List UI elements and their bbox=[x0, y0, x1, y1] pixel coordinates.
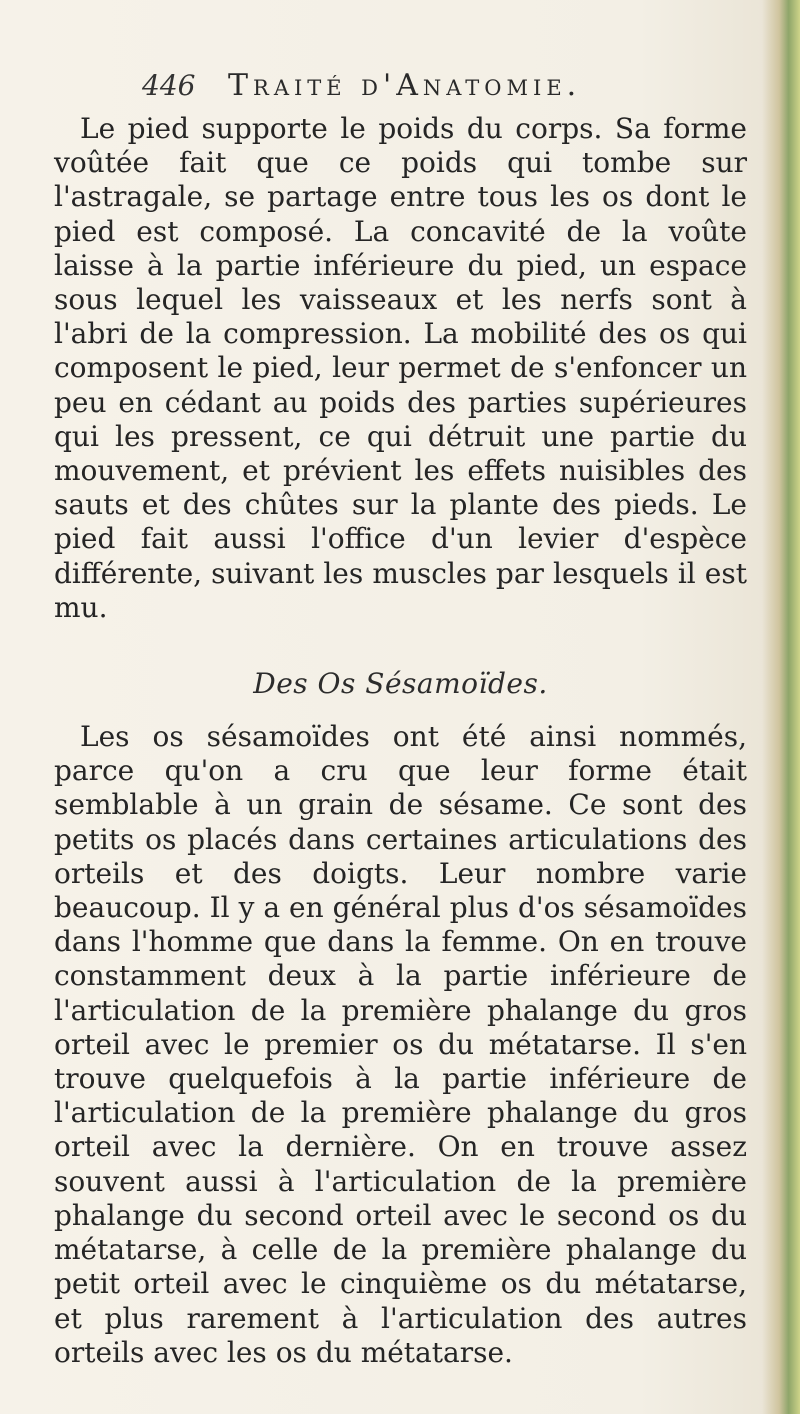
paragraph-foot: Le pied supporte le poids du corps. Sa forme voûtée fait que ce poids qui tombe sur l'astragale, se partage entre tous les os dont le pied est composé. La concavité de la voûte laisse à la partie inférieure du pied, un espace sous lequel les vaisseaux et les nerfs sont à l'abri de la compression. La mobilité des os qui composent le pied, leur permet de s'enfoncer un peu en cédant au poids des parties supérieures qui les pressent, ce qui détruit une partie du mouvement, et prévient les effets nuisibles des sauts et des chûtes sur la plante des pieds. Le pied fait aussi l'office d'un levier d'espèce différente, suivant les muscles par lesquels il est mu. bbox=[54, 112, 747, 624]
page-edge-shadow bbox=[762, 0, 800, 1414]
page-number: 446 bbox=[142, 69, 196, 102]
page-header bbox=[142, 68, 702, 110]
running-title: Traité d'Anatomie. bbox=[228, 68, 582, 103]
body-text bbox=[54, 112, 747, 1370]
section-title: Des Os Sésamoïdes. bbox=[253, 667, 548, 701]
paragraph-sesamoids: Les os sésamoïdes ont été ainsi nommés, parce qu'on a cru que leur forme était semblable à un grain de sésame. Ce sont des petits os placés dans certaines articulations des orteils et des doigts. Leur nombre varie beaucoup. Il y a en général plus d'os sésamoïdes dans l'homme que dans la femme. On en trouve constamment deux à la partie inférieure de l'articulation de la première phalange du gros orteil avec le premier os du métatarse. Il s'en trouve quelquefois à la partie inférieure de l'articulation de la première phalange du gros orteil avec la dernière. On en trouve assez souvent aussi à l'articulation de la première phalange du second orteil avec le second os du métatarse, à celle de la première phalange du petit orteil avec le cinquième os du métatarse, et plus rarement à l'articulation des autres orteils avec les os du métatarse. bbox=[54, 720, 747, 1369]
